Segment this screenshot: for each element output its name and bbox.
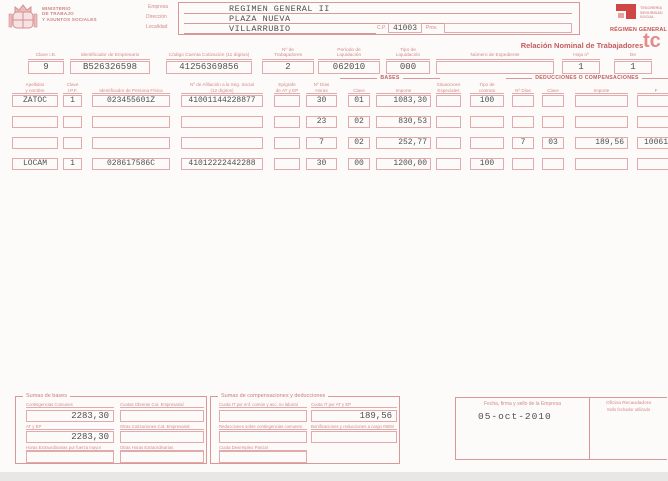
ministry-logo bbox=[8, 2, 38, 39]
table-cell[interactable]: 03 bbox=[542, 137, 564, 149]
table-cell[interactable] bbox=[181, 116, 263, 128]
ministry-text: MINISTERIO DE TRABAJO Y ASUNTOS SOCIALES bbox=[42, 6, 97, 22]
recaudadora-section bbox=[589, 401, 668, 412]
table-row bbox=[0, 158, 668, 170]
sum-value-box[interactable] bbox=[219, 431, 307, 443]
table-cell[interactable] bbox=[575, 95, 628, 107]
field-clave-ie bbox=[28, 47, 64, 74]
table-cell[interactable] bbox=[436, 137, 461, 149]
table-cell[interactable]: 1200,00 bbox=[376, 158, 431, 170]
col-header-situaciones: Situaciones Especiales bbox=[436, 78, 461, 94]
sum-label: Cuota IT por enf. común y acc. no laboral bbox=[219, 402, 307, 408]
col-header-clave-ipf: Clave I.P.F. bbox=[63, 78, 82, 94]
sum-value-box[interactable]: 2283,30 bbox=[26, 410, 114, 422]
sum-label: Otras Cotizaciones Cot. Empresarial bbox=[120, 424, 204, 430]
field-value-box[interactable]: 41256369856 bbox=[166, 61, 252, 74]
table-cell[interactable] bbox=[63, 137, 82, 149]
table-cell[interactable]: 1 bbox=[63, 95, 82, 107]
col-header-base-clave: Clave bbox=[348, 78, 370, 94]
table-cell[interactable]: 7 bbox=[512, 137, 534, 149]
field-label: Período de Liquidación bbox=[318, 47, 380, 60]
sum-value-box[interactable]: 189,56 bbox=[311, 410, 397, 422]
table-cell[interactable]: ZATOC bbox=[12, 95, 58, 107]
recaudadora-label: Oficina Recaudadora bbox=[605, 401, 652, 406]
sum-value-box[interactable]: 2283,30 bbox=[26, 431, 114, 443]
sum-label: Horas Extraordinarias por fuerza mayor bbox=[26, 445, 114, 451]
table-cell[interactable]: 100 bbox=[470, 95, 504, 107]
table-cell[interactable] bbox=[542, 116, 564, 128]
col-header-ded-clave: Clave bbox=[542, 78, 564, 94]
table-cell[interactable] bbox=[181, 137, 263, 149]
regimen-general-label: RÉGIMEN GENERAL bbox=[610, 27, 668, 33]
table-cell[interactable]: 1 bbox=[63, 158, 82, 170]
table-cell[interactable]: 01 bbox=[348, 95, 370, 107]
sum-value-box[interactable] bbox=[120, 431, 204, 443]
table-cell[interactable]: 028617586C bbox=[92, 158, 170, 170]
sum-label: Bonificaciones y reducciones a cargo INEM bbox=[311, 424, 397, 430]
sum-label: Cuota IT por AT y EP bbox=[311, 402, 397, 408]
field-label: Código Cuenta Cotización (11 dígitos) bbox=[166, 47, 252, 60]
table-cell[interactable]: 10061 bbox=[637, 137, 668, 149]
field-value-box[interactable]: 1 bbox=[614, 61, 652, 74]
col-header-ded-dias: Nº Días bbox=[512, 78, 534, 94]
col-header-base-importe: Importe bbox=[376, 78, 431, 94]
table-cell[interactable]: 100 bbox=[470, 158, 504, 170]
table-cell[interactable] bbox=[436, 95, 461, 107]
field-label: Nº de Trabajadores bbox=[262, 47, 314, 60]
sum-label: AT y EP bbox=[26, 424, 114, 430]
col-header-epigrafe: Epígrafe de AT y EP bbox=[274, 78, 300, 94]
col-header-apellidos: Apellidos y nombre bbox=[12, 78, 58, 94]
table-cell[interactable] bbox=[575, 116, 628, 128]
empresa-label: Empresa bbox=[148, 4, 169, 10]
table-cell[interactable] bbox=[274, 95, 300, 107]
table-cell[interactable]: 02 bbox=[348, 137, 370, 149]
table-cell[interactable] bbox=[92, 116, 170, 128]
field-identificador-empresario bbox=[70, 47, 150, 74]
field-value-box[interactable] bbox=[436, 61, 554, 74]
sums-bases-legend: Sumas de bases bbox=[23, 393, 70, 399]
table-cell[interactable]: 252,77 bbox=[376, 137, 431, 149]
sum-value-box[interactable] bbox=[120, 451, 204, 463]
sums-deductions-section bbox=[210, 393, 400, 464]
table-cell[interactable]: 189,56 bbox=[575, 137, 628, 149]
field-label: Hoja nº bbox=[562, 47, 600, 60]
field-numero-expediente bbox=[436, 47, 554, 74]
field-value-box[interactable]: 062010 bbox=[318, 61, 380, 74]
prov-label: Prov. bbox=[426, 25, 438, 31]
table-row bbox=[0, 137, 668, 149]
table-cell[interactable] bbox=[637, 116, 668, 128]
table-cell[interactable] bbox=[274, 137, 300, 149]
table-cell[interactable]: 30 bbox=[306, 158, 337, 170]
sums-deductions-legend: Sumas de compensaciones y deducciones bbox=[218, 393, 328, 399]
table-cell[interactable]: 30 bbox=[306, 95, 337, 107]
col-header-ded-importe: Importe bbox=[575, 78, 628, 94]
table-cell[interactable] bbox=[637, 158, 668, 170]
table-cell[interactable] bbox=[470, 137, 504, 149]
sum-label: Cuotas Obreras Cot. Empresarial bbox=[120, 402, 204, 408]
table-cell[interactable] bbox=[12, 137, 58, 149]
cp-label: C.P. bbox=[377, 25, 387, 31]
tgss-logo bbox=[614, 4, 638, 29]
field-label: Clave I.E. bbox=[28, 47, 64, 60]
table-cell[interactable] bbox=[436, 158, 461, 170]
field-de bbox=[614, 47, 652, 74]
table-cell[interactable]: 7 bbox=[306, 137, 337, 149]
tesoreria-text: TESORERÍA SEGURIDAD SOCIAL bbox=[640, 6, 663, 20]
table-cell[interactable]: 023455601Z bbox=[92, 95, 170, 107]
table-cell[interactable]: 23 bbox=[306, 116, 337, 128]
table-cell[interactable] bbox=[542, 95, 564, 107]
field-value-box[interactable]: 9 bbox=[28, 61, 64, 74]
col-header-dias-horas: Nº Días Horas bbox=[306, 78, 337, 94]
table-cell[interactable]: 1083,30 bbox=[376, 95, 431, 107]
field-hoja-num bbox=[562, 47, 600, 74]
field-label: De bbox=[614, 47, 652, 60]
table-cell[interactable] bbox=[512, 158, 534, 170]
col-header-tipo-contrato: Tipo de contrato bbox=[470, 78, 504, 94]
bases-group-label: BASES bbox=[340, 75, 440, 81]
cp-field[interactable]: 41003 bbox=[388, 23, 422, 33]
sums-bases-section bbox=[15, 393, 207, 464]
scan-edge-strip bbox=[0, 472, 668, 481]
tc-mark: tc bbox=[643, 30, 661, 52]
form-title: Relación Nominal de Trabajadores bbox=[520, 41, 644, 50]
table-cell[interactable] bbox=[470, 116, 504, 128]
field-value-box[interactable]: 1 bbox=[562, 61, 600, 74]
table-row bbox=[0, 116, 668, 128]
table-cell[interactable] bbox=[575, 158, 628, 170]
table-cell[interactable] bbox=[436, 116, 461, 128]
sum-label: Contingencias Comunes bbox=[26, 402, 114, 408]
sum-value-box[interactable] bbox=[219, 451, 307, 463]
sum-value-box[interactable] bbox=[26, 451, 114, 463]
table-cell[interactable]: 830,53 bbox=[376, 116, 431, 128]
signature-date[interactable]: 05-oct-2010 bbox=[478, 411, 552, 422]
signature-section bbox=[455, 397, 667, 460]
col-header-naf: Nº de Afiliación a la Seg. Social (12 dígitos) bbox=[181, 78, 263, 94]
table-cell[interactable]: 00 bbox=[348, 158, 370, 170]
table-cell[interactable]: 41001144228877 bbox=[181, 95, 263, 107]
sum-value-box[interactable] bbox=[120, 410, 204, 422]
col-header-f: F bbox=[637, 78, 668, 94]
deducciones-group-label: DEDUCCIONES O COMPENSACIONES bbox=[506, 75, 668, 81]
table-cell[interactable]: 41012222442288 bbox=[181, 158, 263, 170]
field-codigo-cuenta-cotizacion bbox=[166, 47, 252, 74]
sum-label: Reducciones sobre contingencias comunes bbox=[219, 424, 307, 430]
table-cell[interactable] bbox=[274, 116, 300, 128]
company-address-field[interactable]: PLAZA NUEVA bbox=[184, 15, 572, 24]
col-header-identificador-pf: Identificador de Persona Física bbox=[92, 78, 170, 94]
table-cell[interactable] bbox=[92, 137, 170, 149]
field-label: Número de Expediente bbox=[436, 47, 554, 60]
table-cell[interactable] bbox=[274, 158, 300, 170]
table-cell[interactable] bbox=[512, 95, 534, 107]
field-label: Identificador de Empresario bbox=[70, 47, 150, 60]
field-value-box[interactable]: 2 bbox=[262, 61, 314, 74]
sum-value-box[interactable] bbox=[311, 431, 397, 443]
signature-label: Fecha, firma y sello de la Empresa bbox=[484, 401, 561, 407]
sum-label: Otras Horas Extraordinarias bbox=[120, 445, 204, 451]
company-name-field[interactable]: REGIMEN GENERAL II bbox=[184, 5, 572, 14]
field-tipo-liquidacion bbox=[386, 47, 430, 74]
field-value-box[interactable]: B526326598 bbox=[70, 61, 150, 74]
table-row bbox=[0, 95, 668, 107]
sum-label: Cuota Desempleo Parcial bbox=[219, 445, 307, 451]
sello-label: Sello fechador utilizado bbox=[606, 406, 651, 412]
table-cell[interactable] bbox=[12, 116, 58, 128]
table-cell[interactable] bbox=[63, 116, 82, 128]
table-cell[interactable] bbox=[512, 116, 534, 128]
direccion-label: Dirección bbox=[146, 14, 167, 20]
table-cell[interactable] bbox=[542, 158, 564, 170]
table-cell[interactable]: 02 bbox=[348, 116, 370, 128]
field-value-box[interactable]: 000 bbox=[386, 61, 430, 74]
prov-field[interactable] bbox=[444, 23, 572, 33]
sum-value-box[interactable] bbox=[219, 410, 307, 422]
field-label: Tipo de Liquidación bbox=[386, 47, 430, 60]
company-city-field[interactable]: VILLARRUBIO bbox=[184, 25, 376, 34]
table-cell[interactable] bbox=[637, 95, 668, 107]
field-num-trabajadores bbox=[262, 47, 314, 74]
localidad-label: Localidad bbox=[146, 24, 168, 30]
table-cell[interactable]: LOCAM bbox=[12, 158, 58, 170]
field-periodo-liquidacion bbox=[318, 47, 380, 74]
